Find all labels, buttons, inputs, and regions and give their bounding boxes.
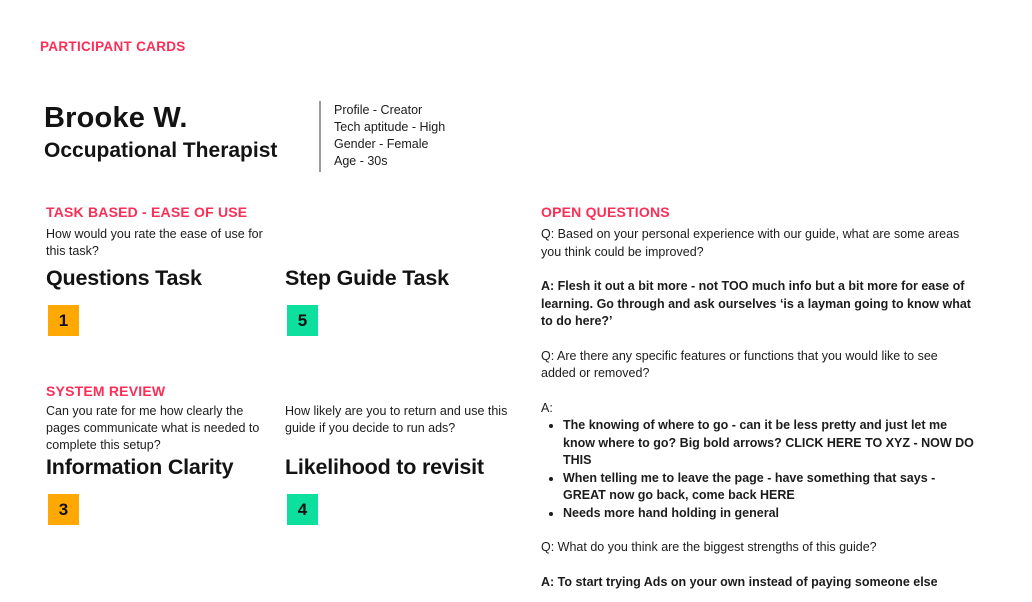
question-features-add-remove: Q: Are there any specific features or functions that you would like to see added or removed? — [541, 348, 938, 380]
answer-biggest-strengths: A: To start trying Ads on your own instead of paying someone else — [541, 574, 938, 589]
answer-bullet: • Needs more hand holding in general — [563, 505, 975, 523]
attribute-tech-aptitude: Tech aptitude - High — [334, 120, 446, 134]
score-box-questions-task — [48, 305, 79, 336]
score-box-likelihood-to-revisit — [287, 494, 318, 525]
system-review-heading: SYSTEM REVIEW — [46, 383, 166, 399]
score-box-step-guide-task — [287, 305, 318, 336]
vertical-divider — [319, 101, 321, 172]
answer-improved-areas: A: Flesh it out a bit more - not TOO much info but a bit more for ease of learning. Go through and ask ourselves ‘is a layman going to know what to do here?’ — [541, 279, 971, 328]
metric-label: Information Clarity — [46, 455, 234, 479]
page-title: PARTICIPANT CARDS — [40, 39, 186, 54]
score-box-information-clarity — [48, 494, 79, 525]
answer-label: A: — [541, 400, 553, 415]
metric-label: Step Guide Task — [285, 266, 449, 290]
score-value: 4 — [297, 499, 308, 519]
open-questions-body — [541, 226, 975, 591]
answer-bullet: • When telling me to leave the page - have something that says - GREAT now go back, come back HERE — [563, 470, 975, 505]
metric-likelihood-to-revisit — [285, 455, 484, 525]
attribute-age: Age - 30s — [334, 154, 388, 168]
score-value: 5 — [297, 310, 308, 330]
answer-bullet-list — [541, 417, 975, 522]
participant-name: Brooke W. — [44, 102, 188, 134]
task-based-prompt: How would you rate the ease of use for this task? — [46, 227, 263, 258]
system-review-prompt-clarity: Can you rate for me how clearly the pages communicate what is needed to complete this setup? — [46, 404, 260, 452]
question-improved-areas: Q: Based on your personal experience with our guide, what are some areas you think could be improved? — [541, 227, 960, 259]
system-review-prompt-revisit: How likely are you to return and use this guide if you decide to run ads? — [285, 404, 508, 435]
metric-label: Likelihood to revisit — [285, 455, 484, 479]
task-based-heading: TASK BASED - EASE OF USE — [46, 204, 248, 220]
attribute-gender: Gender - Female — [334, 137, 429, 151]
score-value: 1 — [58, 310, 69, 330]
participant-role: Occupational Therapist — [44, 139, 278, 162]
metric-label: Questions Task — [46, 266, 202, 290]
answer-bullet: • The knowing of where to go - can it be less pretty and just let me know where to go? Big bold arrows? CLICK HERE TO XYZ - NOW DO THIS — [563, 417, 975, 470]
score-value: 3 — [58, 499, 69, 519]
metric-information-clarity — [46, 455, 233, 525]
metric-questions-task — [46, 266, 202, 336]
attribute-profile: Profile - Creator — [334, 103, 423, 117]
metric-step-guide-task — [285, 266, 449, 336]
participant-attributes — [334, 102, 445, 170]
open-questions-heading: OPEN QUESTIONS — [541, 204, 670, 220]
question-biggest-strengths: Q: What do you think are the biggest strengths of this guide? — [541, 540, 877, 554]
